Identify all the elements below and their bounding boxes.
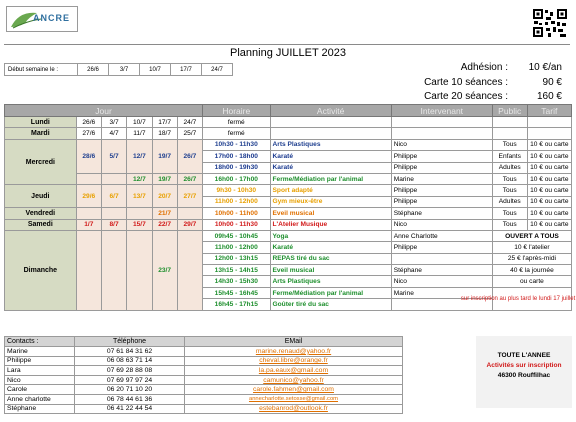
- contacts-header-email: EMail: [185, 337, 403, 347]
- week-start-date: 17/7: [171, 64, 202, 76]
- date-cell: 15/7: [127, 219, 152, 230]
- public-cell: Tous: [492, 139, 527, 150]
- schedule-table: [4, 104, 576, 311]
- activity-cell: Karaté: [270, 242, 391, 253]
- week-start-date: 3/7: [109, 64, 140, 76]
- intervenant-cell: Marine: [391, 287, 492, 298]
- contact-name: Marine: [5, 347, 75, 357]
- rate-label-carte20: Carte 20 séances :: [424, 91, 508, 102]
- activity-cell: Goûter tiré du sac: [270, 299, 391, 310]
- time-cell: 10h30 - 11h30: [203, 139, 270, 150]
- date-cell: 23/7: [152, 230, 177, 310]
- sunday-price-atelier: 10 € l'atelier: [492, 242, 571, 253]
- public-cell: Adultes: [492, 162, 527, 173]
- date-cell: 19/7: [152, 139, 177, 173]
- date-cell: 26/7: [177, 173, 202, 184]
- day-jeudi: Jeudi: [5, 185, 77, 208]
- date-cell: 24/7: [177, 117, 202, 128]
- date-cell: 17/7: [152, 117, 177, 128]
- time-cell: 13h15 - 14h15: [203, 265, 270, 276]
- time-cell: 9h30 - 10h30: [203, 185, 270, 196]
- tarif-cell: 10 € ou carte: [527, 162, 571, 173]
- day-lundi: Lundi: [5, 117, 77, 128]
- rate-value-carte20: 160 €: [536, 91, 562, 102]
- header-horaire: Horaire: [203, 105, 270, 117]
- contact-row: [5, 404, 403, 414]
- contacts-table: [4, 336, 403, 414]
- header-activite: Activité: [270, 105, 391, 117]
- row-mardi: [5, 128, 572, 139]
- sunday-price-day: 40 € la journée: [492, 265, 571, 276]
- time-cell: 10h00 - 11h00: [203, 208, 270, 219]
- date-cell: 12/7: [127, 139, 152, 173]
- intervenant-cell: Philippe: [391, 151, 492, 162]
- public-cell: Enfants: [492, 151, 527, 162]
- day-vendredi: Vendredi: [5, 208, 77, 219]
- contact-phone: 06 20 71 10 20: [75, 385, 185, 395]
- date-cell: 26/6: [76, 117, 101, 128]
- rate-label-carte10: Carte 10 séances :: [424, 77, 508, 88]
- activity-cell: Karaté: [270, 162, 391, 173]
- row-vendredi: [5, 208, 572, 219]
- info-box-address: 46300 Rouffilhac: [497, 372, 551, 379]
- row-dimanche-1: [5, 230, 572, 241]
- closed-cell: fermé: [203, 128, 270, 139]
- row-lundi: [5, 117, 572, 128]
- rate-label-adhesion: Adhésion :: [460, 62, 508, 73]
- time-cell: 12h00 - 13h15: [203, 253, 270, 264]
- time-cell: 11h00 - 12h00: [203, 196, 270, 207]
- contact-name: Anne charlotte: [5, 394, 75, 404]
- intervenant-cell: Nico: [391, 139, 492, 150]
- intervenant-cell: Stéphane: [391, 265, 492, 276]
- activity-cell: Eveil musical: [270, 208, 391, 219]
- activity-cell: Gym mieux-être: [270, 196, 391, 207]
- sunday-open-title: OUVERT A TOUS: [492, 230, 571, 241]
- tarif-cell: 10 € ou carte: [527, 208, 571, 219]
- contact-email-link[interactable]: camunico@yahoo.fr: [185, 375, 403, 385]
- intervenant-cell: Marine: [391, 173, 492, 184]
- date-cell: 20/7: [152, 185, 177, 208]
- sunday-price-card: ou carte: [492, 276, 571, 287]
- logo-text: ANCRE: [33, 13, 71, 23]
- activity-cell: REPAS tiré du sac: [270, 253, 391, 264]
- time-cell: 09h45 - 10h45: [203, 230, 270, 241]
- tarif-cell: 10 € ou carte: [527, 139, 571, 150]
- public-cell: Tous: [492, 185, 527, 196]
- time-cell: 14h30 - 15h30: [203, 276, 270, 287]
- header-tarif: Tarif: [527, 105, 571, 117]
- date-cell: 10/7: [127, 117, 152, 128]
- activity-cell: Ferme/Médiation par l'animal: [270, 287, 391, 298]
- contact-name: Philippe: [5, 356, 75, 366]
- header-divider: [4, 44, 570, 45]
- date-cell: 8/7: [101, 219, 126, 230]
- public-cell: Adultes: [492, 196, 527, 207]
- week-start-label: Début semaine le :: [5, 64, 78, 76]
- week-start-date: 26/6: [78, 64, 109, 76]
- date-cell: 1/7: [76, 219, 101, 230]
- tarif-cell: 10 € ou carte: [527, 196, 571, 207]
- contacts-header-name: Contacts :: [5, 337, 75, 347]
- day-mardi: Mardi: [5, 128, 77, 139]
- header-public: Public: [492, 105, 527, 117]
- date-cell: 26/7: [177, 139, 202, 173]
- contact-email-link[interactable]: estebanrod@outlook.fr: [185, 404, 403, 414]
- contact-email-link[interactable]: annecharlotte.setosse@gmail.com: [185, 394, 403, 404]
- closed-cell: fermé: [203, 117, 270, 128]
- week-start-table: [4, 63, 233, 76]
- row-samedi: [5, 219, 572, 230]
- contacts-header: [5, 337, 403, 347]
- rate-value-carte10: 90 €: [542, 77, 562, 88]
- rate-value-adhesion: 10 €/an: [528, 62, 562, 73]
- activity-cell: Yoga: [270, 230, 391, 241]
- tarif-cell: 10 € ou carte: [527, 219, 571, 230]
- row-jeudi-1: [5, 185, 572, 196]
- time-cell: 16h45 - 17h15: [203, 299, 270, 310]
- contact-row: [5, 366, 403, 376]
- date-cell: 5/7: [101, 139, 126, 173]
- date-cell: 29/7: [177, 219, 202, 230]
- header-jour: Jour: [5, 105, 203, 117]
- day-dimanche: Dimanche: [5, 230, 77, 310]
- date-cell: 27/7: [177, 185, 202, 208]
- contact-email-link[interactable]: marine.renaud@yahoo.fr: [185, 347, 403, 357]
- contact-row: [5, 394, 403, 404]
- week-start-date: 10/7: [140, 64, 171, 76]
- public-cell: Tous: [492, 219, 527, 230]
- header-intervenant: Intervenant: [391, 105, 492, 117]
- activity-cell: Karaté: [270, 151, 391, 162]
- public-cell: Tous: [492, 208, 527, 219]
- week-start-date: 24/7: [202, 64, 233, 76]
- time-cell: 11h00 - 12h00: [203, 242, 270, 253]
- contact-email-link[interactable]: la.pa.eaux@gmail.com: [185, 366, 403, 376]
- contact-name: Carole: [5, 385, 75, 395]
- day-samedi: Samedi: [5, 219, 77, 230]
- contact-row: [5, 347, 403, 357]
- contact-email-link[interactable]: cheval.libre@orange.fr: [185, 356, 403, 366]
- contact-phone: 07 61 84 31 62: [75, 347, 185, 357]
- date-cell: 6/7: [101, 185, 126, 208]
- year-round-info-box: [476, 336, 572, 408]
- intervenant-cell: Stéphane: [391, 208, 492, 219]
- info-box-registration: Activités sur inscription: [486, 362, 562, 369]
- contact-name: Nico: [5, 375, 75, 385]
- tarif-cell: 10 € ou carte: [527, 185, 571, 196]
- time-cell: 18h00 - 19h30: [203, 162, 270, 173]
- date-cell: 22/7: [152, 219, 177, 230]
- row-mercredi-4: [5, 173, 572, 184]
- date-cell: 3/7: [101, 117, 126, 128]
- activity-cell: Arts Plastiques: [270, 139, 391, 150]
- intervenant-cell: Philippe: [391, 185, 492, 196]
- logo: [6, 6, 78, 32]
- intervenant-cell: [391, 253, 492, 264]
- date-cell: 18/7: [152, 128, 177, 139]
- contact-phone: 06 41 22 44 54: [75, 404, 185, 414]
- qr-code-icon: [532, 8, 568, 38]
- contact-name: Stéphane: [5, 404, 75, 414]
- activity-cell: Eveil musical: [270, 265, 391, 276]
- time-cell: 16h00 - 17h00: [203, 173, 270, 184]
- schedule-header: [5, 105, 572, 117]
- time-cell: 17h00 - 18h00: [203, 151, 270, 162]
- contact-row: [5, 385, 403, 395]
- date-cell: 13/7: [127, 185, 152, 208]
- date-cell: 11/7: [127, 128, 152, 139]
- contact-row: [5, 356, 403, 366]
- contact-name: Lara: [5, 366, 75, 376]
- activity-cell: Ferme/Médiation par l'animal: [270, 173, 391, 184]
- time-cell: 15h45 - 16h45: [203, 287, 270, 298]
- date-cell: 28/6: [76, 139, 101, 173]
- intervenant-cell: Nico: [391, 219, 492, 230]
- date-cell: 25/7: [177, 128, 202, 139]
- activity-cell: Sport adapté: [270, 185, 391, 196]
- date-cell: 12/7: [127, 173, 152, 184]
- time-cell: 10h00 - 11h30: [203, 219, 270, 230]
- activity-cell: Arts Plastiques: [270, 276, 391, 287]
- intervenant-cell: Philippe: [391, 196, 492, 207]
- info-box-title: TOUTE L'ANNEE: [497, 352, 551, 359]
- contact-phone: 06 08 63 71 14: [75, 356, 185, 366]
- sunday-note-text: sur inscription au plus tard le lundi 17 juillet: [460, 295, 576, 302]
- day-mercredi: Mercredi: [5, 139, 77, 185]
- contact-phone: 06 78 44 61 36: [75, 394, 185, 404]
- contact-row: [5, 375, 403, 385]
- intervenant-cell: Philippe: [391, 162, 492, 173]
- contact-phone: 07 69 28 88 08: [75, 366, 185, 376]
- row-mercredi-1: [5, 139, 572, 150]
- date-cell: 4/7: [101, 128, 126, 139]
- page-title: Planning JUILLET 2023: [230, 47, 346, 59]
- date-cell: 27/6: [76, 128, 101, 139]
- public-cell: Tous: [492, 173, 527, 184]
- intervenant-cell: Nico: [391, 276, 492, 287]
- contact-email-link[interactable]: carole.fahmen@gmail.com: [185, 385, 403, 395]
- activity-cell: L'Atelier Musique: [270, 219, 391, 230]
- contact-phone: 07 69 97 97 24: [75, 375, 185, 385]
- date-cell: 21/7: [152, 208, 177, 219]
- intervenant-cell: Anne Charlotte: [391, 230, 492, 241]
- sunday-registration-note: [460, 287, 576, 310]
- sunday-price-afternoon: 25 € l'après-midi: [492, 253, 571, 264]
- date-cell: 29/6: [76, 185, 101, 208]
- intervenant-cell: Philippe: [391, 242, 492, 253]
- contacts-header-phone: Téléphone: [75, 337, 185, 347]
- tarif-cell: 10 € ou carte: [527, 173, 571, 184]
- tarif-cell: 10 € ou carte: [527, 151, 571, 162]
- date-cell: 19/7: [152, 173, 177, 184]
